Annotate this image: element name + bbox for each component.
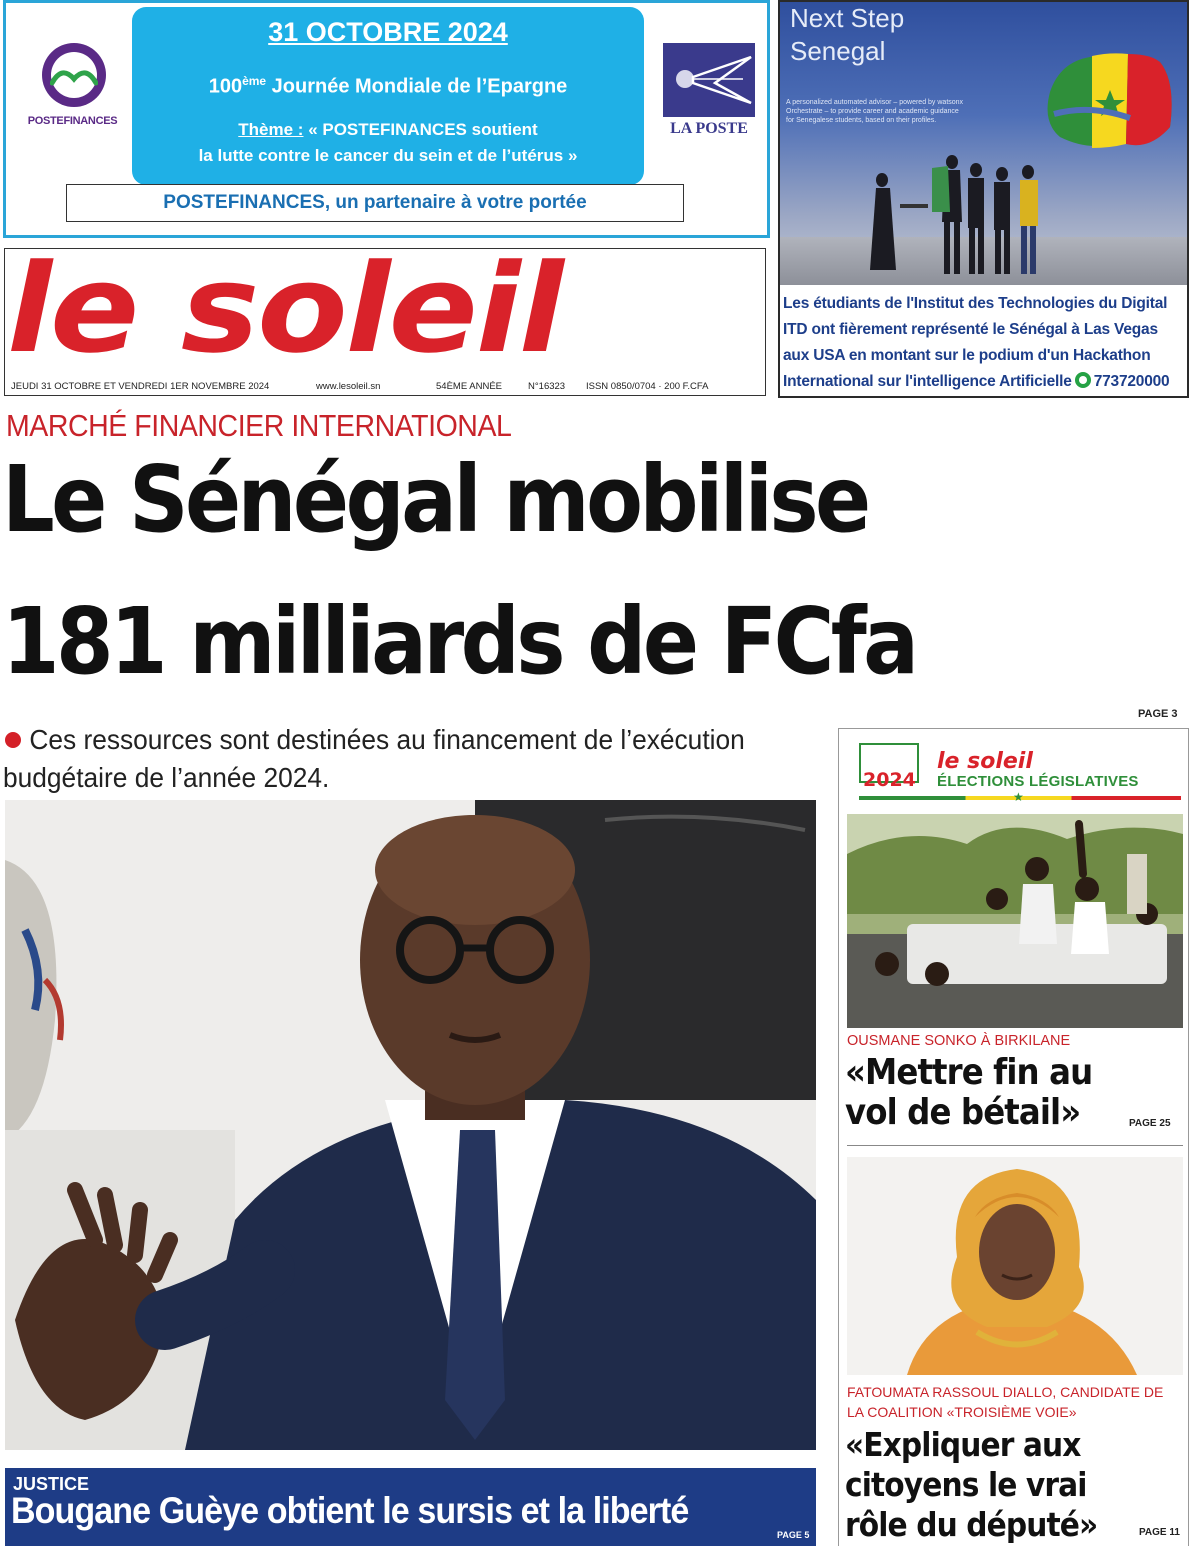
elections-year: 2024 xyxy=(863,769,916,791)
sonko-page-ref: PAGE 25 xyxy=(1129,1118,1171,1129)
website-link[interactable]: www.lesoleil.sn xyxy=(316,381,381,392)
promo-phone[interactable]: 773720000 xyxy=(1093,373,1170,390)
ad-theme-line2: la lutte contre le cancer du sein et de l’utérus » xyxy=(198,146,578,165)
diallo-page-ref: PAGE 11 xyxy=(1139,1527,1180,1538)
star-icon: ★ xyxy=(1013,790,1024,804)
ad-partner-line xyxy=(66,184,684,222)
justice-headline[interactable]: Bougane Guèye obtient le sursis et la liberté xyxy=(11,1490,689,1531)
promo-title-line1: Next Step xyxy=(790,3,905,33)
postefinances-logo-text: POSTEFINANCES xyxy=(27,115,118,127)
ad-event xyxy=(132,74,644,99)
ad-info-box xyxy=(132,7,644,185)
diallo-kicker: FATOUMATA RASSOUL DIALLO, CANDIDATE DE LA COALITION «TROISIÈME VOIE» xyxy=(847,1384,1164,1420)
justice-kicker: JUSTICE xyxy=(13,1474,90,1494)
lead-headline-line1[interactable]: Le Sénégal mobilise xyxy=(2,446,868,553)
elections-sidebar xyxy=(838,728,1189,1546)
ad-partner-finances: FINANCES xyxy=(227,192,325,213)
ad-date: 31 OCTOBRE 2024 xyxy=(268,17,508,47)
le-soleil-logo[interactable]: le soleil xyxy=(7,238,562,380)
hackathon-photo xyxy=(780,2,1187,285)
elections-label: ÉLECTIONS LÉGISLATIVES xyxy=(937,773,1139,790)
laposte-bird-icon xyxy=(663,43,755,117)
sonko-kicker: OUSMANE SONKO À BIRKILANE xyxy=(847,1033,1071,1049)
postefinances-ad[interactable] xyxy=(3,0,770,238)
promo-photo-title xyxy=(790,2,904,68)
postefinances-wave-icon xyxy=(50,65,98,87)
diallo-headline[interactable]: «Expliquer aux citoyens le vrai rôle du député» xyxy=(845,1425,1098,1544)
publication-year: 54ÈME ANNÉE xyxy=(436,381,502,392)
ad-theme-label: Thème : xyxy=(238,120,304,139)
ad-theme-line1: « POSTEFINANCES soutient xyxy=(303,120,538,139)
ad-partner-poste: POSTE xyxy=(163,192,228,213)
elections-logo: le soleil xyxy=(937,749,1033,774)
diallo-photo xyxy=(847,1157,1183,1375)
issue-number: N°16323 xyxy=(528,381,566,392)
ad-event-name: Journée Mondiale de l’Epargne xyxy=(266,75,568,98)
ad-event-sup: ème xyxy=(242,74,267,88)
laposte-logo-text: LA POSTE xyxy=(670,120,748,137)
promo-caption-text: Les étudiants de l'Institut des Technologies du Digital ITD ont fièrement représenté le Sénégal à Las Vegas aux USA en montant sur le podium d'un Hackathon International sur l'intelligence Artificielle xyxy=(783,295,1168,390)
senegal-flag-map-icon xyxy=(1030,32,1180,162)
students-on-stage-illustration xyxy=(870,152,1070,282)
ad-theme xyxy=(142,117,634,169)
masthead-info-bar xyxy=(5,377,765,395)
itd-promo[interactable] xyxy=(778,0,1189,398)
masthead xyxy=(4,238,766,396)
sonko-headline[interactable]: «Mettre fin au vol de bétail» xyxy=(845,1052,1093,1133)
sonko-rally-photo xyxy=(847,814,1183,1028)
elections-header xyxy=(853,737,1183,804)
lead-deck: Ces ressources sont destinées au financement de l’exécution budgétaire de l’année 2024. xyxy=(3,724,745,793)
laposte-logo xyxy=(661,43,757,138)
whatsapp-icon xyxy=(1075,372,1091,388)
lead-headline-line2[interactable]: 181 milliards de FCfa xyxy=(2,588,916,695)
ad-partner-text: , un partenaire à votre portée xyxy=(324,192,587,213)
postefinances-logo xyxy=(20,43,125,138)
lead-page-ref: PAGE 3 xyxy=(1138,708,1178,720)
justice-page-ref: PAGE 5 xyxy=(777,1530,810,1540)
minister-photo xyxy=(5,800,816,1450)
promo-caption xyxy=(783,291,1187,395)
lead-kicker: MARCHÉ FINANCIER INTERNATIONAL xyxy=(6,408,512,443)
promo-fine-print: A personalized automated advisor – powered by watsonx Orchestrate – to provide career and academic guidance for Senegalese students, based on their profiles. xyxy=(786,99,964,124)
justice-story[interactable] xyxy=(5,1468,816,1546)
issue-date: JEUDI 31 OCTOBRE ET VENDREDI 1ER NOVEMBRE 2024 xyxy=(11,381,270,392)
issn-price: ISSN 0850/0704 · 200 F.CFA xyxy=(586,381,709,392)
promo-title-line2: Senegal xyxy=(790,36,886,66)
column-divider xyxy=(847,1145,1183,1146)
ad-event-number: 100 xyxy=(208,75,243,98)
